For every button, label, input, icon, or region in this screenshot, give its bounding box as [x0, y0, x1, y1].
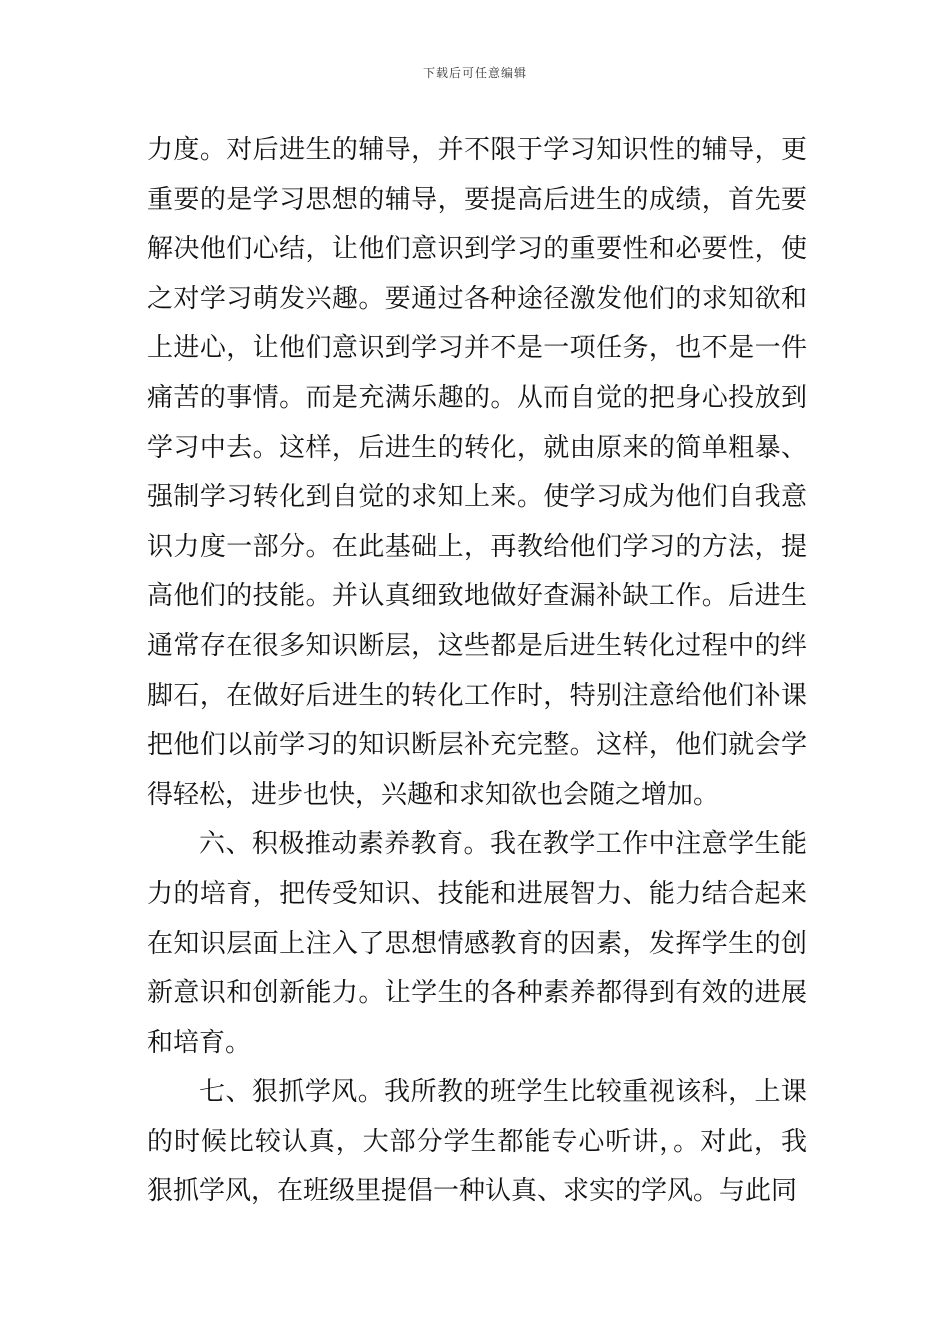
paragraph-section-six: 六、积极推动素养教育。我在教学工作中注意学生能力的培育，把传受知识、技能和进展智力、能力结合起来在知识层面上注入了思想情感教育的因素，发挥学生的创新意识和创新能力。让学生的各种素养都得到有效的进展和培育。 [147, 829, 807, 1058]
paragraph-continuation: 力度。对后进生的辅导，并不限于学习知识性的辅导，更重要的是学习思想的辅导，要提高后进生的成绩，首先要解决他们心结，让他们意识到学习的重要性和必要性，使之对学习萌发兴趣。要通过各种途径激发他们的求知欲和上进心，让他们意识到学习并不是一项任务，也不是一件痛苦的事情。而是充满乐趣的。从而自觉的把身心投放到学习中去。这样，后进生的转化，就由原来的简单粗暴、强制学习转化到自觉的求知上来。使学习成为他们自我意识力度一部分。在此基础上，再教给他们学习的方法，提高他们的技能。并认真细致地做好查漏补缺工作。后进生通常存在很多知识断层，这些都是后进生转化过程中的绊脚石，在做好后进生的转化工作时，特别注意给他们补课把他们以前学习的知识断层补充完整。这样，他们就会学得轻松，进步也快，兴趣和求知欲也会随之增加。 [147, 135, 807, 810]
document-body [147, 126, 807, 1217]
paragraph-section-seven: 七、狠抓学风。我所教的班学生比较重视该科，上课的时候比较认真，大部分学生都能专心听讲，。对此，我狠抓学风，在班级里提倡一种认真、求实的学风。与此同 [147, 1077, 807, 1207]
page-header: 下载后可任意编辑 [422, 66, 527, 80]
